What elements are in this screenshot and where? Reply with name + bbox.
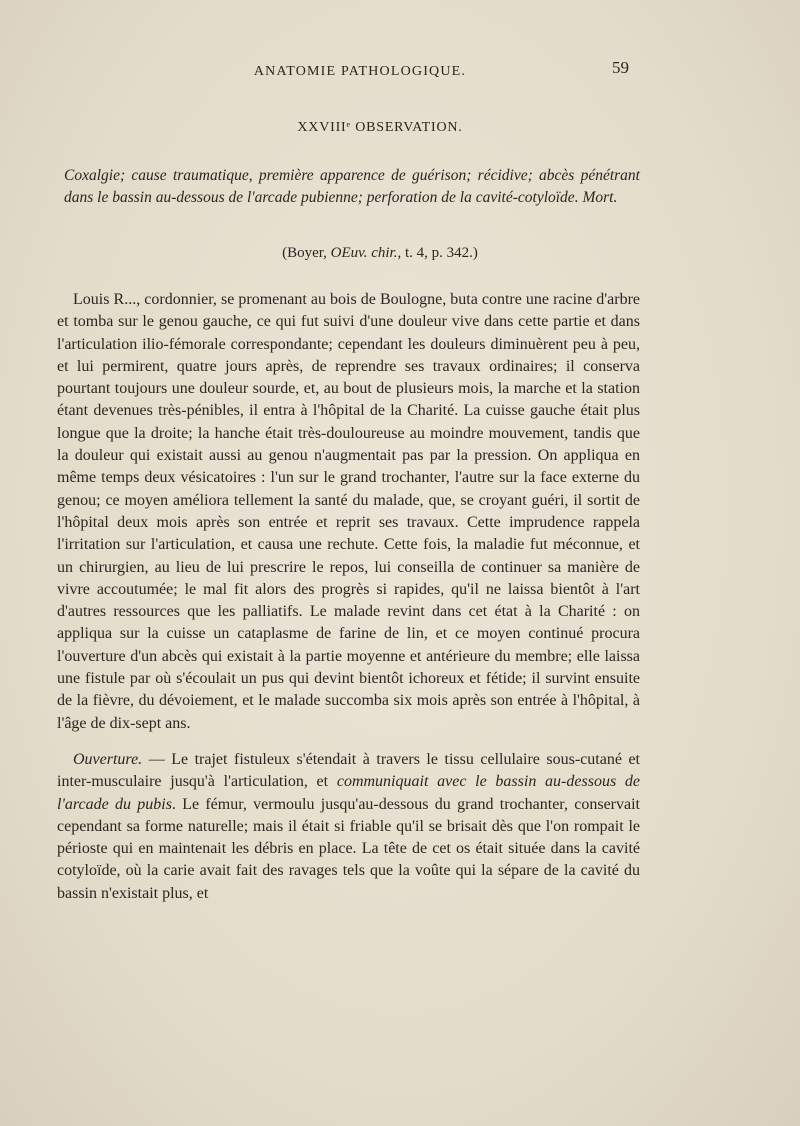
autopsy-emphasis: communiquait avec le bassin au-dessous de l'arcade du pubis (57, 773, 640, 813)
paragraph-autopsy (57, 749, 640, 905)
citation-ref: , t. 4, p. 342.) (397, 245, 478, 261)
running-title: ANATOMIE PATHOLOGIQUE. (253, 64, 467, 79)
page-number: 59 (612, 58, 629, 77)
observation-title: XXVIIIᵉ OBSERVATION. (297, 120, 463, 135)
autopsy-lead: Ouverture. (73, 750, 143, 768)
citation-open: (Boyer, (282, 245, 331, 261)
paragraph-case-history: Louis R..., cordonnier, se promenant au bois de Boulogne, buta contre une racine d'arbre et tomba sur le genou gauche, ce qui fut suivi d'une douleur vive dans cette partie et dans l'articulation ilio-fémorale correspondante; cependant les douleurs diminuèrent peu à peu, et lui permirent, quatre jours après, de reprendre ses travaux ordinaires; il conserva pourtant toujours une douleur sourde, et, au bout de plusieurs mois, la marche et la station étant devenues très-pénibles, il entra à l'hôpital de la Charité. La cuisse gauche était plus longue que la droite; la hanche était très-douloureuse au moindre mouvement, tandis que la douleur qui existait aussi au genou n'augmentait pas par la pression. On appliqua en même temps deux vésicatoires : l'un sur le grand trochanter, l'autre sur la face externe du genou; ce moyen améliora tellement la santé du malade, que, se croyant guéri, il sortit de l'hôpital deux mois après son entrée et reprit ses travaux. Cette imprudence rappela l'irritation sur l'articulation, et causa une rechute. Cette fois, la maladie fut méconnue, et un chirurgien, au lieu de lui prescrire le repos, lui conseilla de continuer sa manière de vivre accoutumée; le mal fit alors des progrès si rapides, qu'il ne laissa bientôt à l'art d'autres ressources que les palliatifs. Le malade revint dans cet état à la Charité : on appliqua sur la cuisse un cataplasme de farine de lin, et ce moyen continué procura l'ouverture d'un abcès qui existait à la partie moyenne et antérieure du membre; elle laissa une fistule par où s'écoulait un pus qui devint bientôt ichoreux et fétide; il survint ensuite de la fièvre, du dévoiement, et le malade succomba six mois après son entrée à l'hôpital, à l'âge de dix-sept ans. (57, 291, 640, 732)
citation-work: OEuv. chir. (330, 245, 398, 261)
case-summary: Coxalgie; cause traumatique, première apparence de guérison; récidive; abcès pénétrant dans le bassin au-dessous de l'arcade pubienne; perforation de la cavité-cotyloïde. Mort. (64, 167, 640, 206)
citation (60, 245, 700, 262)
autopsy-text-a: — Le trajet fistuleux s'étendait à travers le tissu cellulaire sous-cutané et inter-musculaire jusqu'à l'articulation, et (57, 750, 640, 791)
autopsy-text-b: . Le fémur, vermoulu jusqu'au-dessous du grand trochanter, conservait cependant sa forme naturelle; mais il était si friable qu'il se brisait dès que l'on rompait le périoste qui en maintenait les débris en place. La tête de cet os était située dans la cavité cotyloïde, où la carie avait fait des ravages tels que la voûte qui la sépare de la cavité du bassin n'existait plus, et (57, 795, 640, 902)
body-text (57, 289, 640, 905)
